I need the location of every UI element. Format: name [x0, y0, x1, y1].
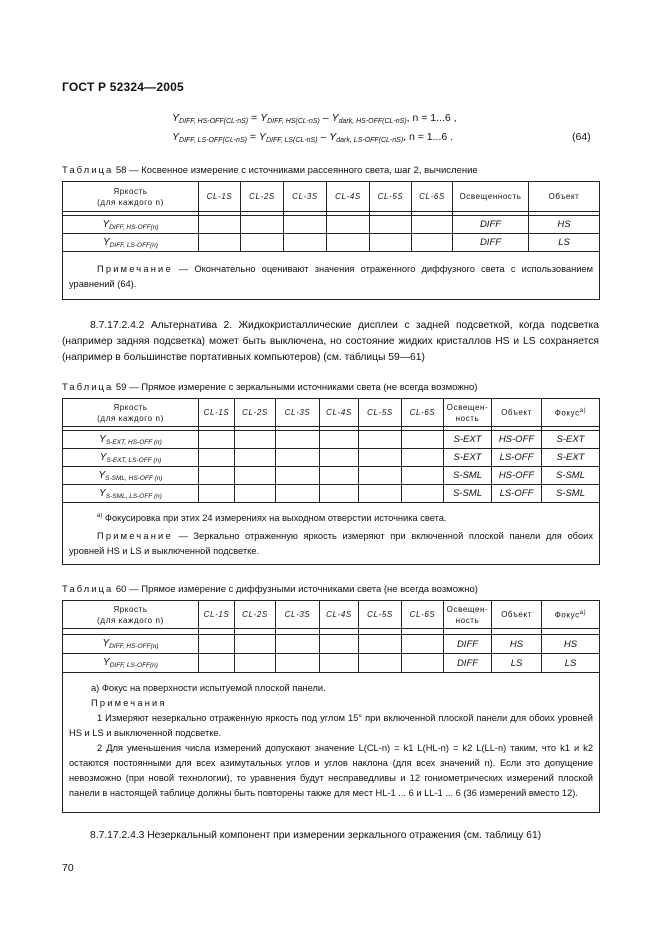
header-cl-6s: CL-6S: [412, 182, 453, 212]
row-label: $Y_{S-EXT, HS-OFF (n)}$: [63, 431, 199, 449]
equation-number: (64): [572, 131, 591, 143]
row-label: $Y_{S-SML, LS-OFF (n)}$: [63, 485, 199, 503]
illumination-cell: DIFF: [444, 654, 492, 673]
table-60-note-1: 1 Измеряют незеркально отраженную яркость под углом 15° при включенной плоской панели для обоих уровней HS и LS и выключенной подсветке.: [69, 713, 593, 738]
formula-symbol: Y: [331, 112, 339, 124]
focus-cell: S-SML: [542, 485, 600, 503]
illumination-cell: S-EXT: [444, 449, 492, 467]
header-cl-4s: CL-4S: [320, 399, 359, 427]
paragraph-alt-2: 8.7.17.2.4.2 Альтернатива 2. Жидкокристаллические дисплеи с задней подсветкой, когда подсветка (например задняя подсветка) может быть выключена, но состояние жидких кристаллов HS и LS сохраняется (например в большинстве портативных компьютеров) (см. таблицы 59—61): [62, 320, 599, 363]
header-illumination: Освещен- ность: [444, 399, 492, 427]
table-row: [63, 485, 600, 503]
header-cl-4s: CL-4S: [320, 601, 359, 629]
focus-cell: S-EXT: [542, 431, 600, 449]
illumination-cell: S-SML: [444, 485, 492, 503]
header-illumination: Освещен- ность: [444, 601, 492, 629]
formula-symbol: Y: [329, 131, 337, 143]
formula-subscript: DIFF, HS-OFF(CL-nS): [179, 118, 249, 125]
table-row: [63, 635, 600, 654]
formula-symbol: Y: [172, 131, 180, 143]
header-object: Объект: [492, 399, 542, 427]
object-cell: LS-OFF: [492, 485, 542, 503]
table-row: [63, 467, 600, 485]
formula-operator: =: [246, 131, 259, 143]
table-row: [63, 654, 600, 673]
row-label: $Y_{S-SML, HS-OFF (n)}$: [63, 467, 199, 485]
formula-subscript: dark, LS-OFF(CL-nS): [336, 137, 404, 144]
object-cell: HS: [529, 216, 600, 234]
table-60-footnote: а) Фокус на поверхности испытуемой плоской панели.: [91, 683, 326, 693]
header-cl-3s: CL-3S: [276, 601, 320, 629]
header-cl-3s: CL-3S: [284, 182, 327, 212]
table-row: [63, 449, 600, 467]
focus-cell: LS: [542, 654, 600, 673]
table-59: [62, 398, 600, 565]
header-cl-5s: CL-5S: [359, 399, 402, 427]
row-label: $Y_{DIFF, LS-OFF(n)}$: [63, 654, 199, 673]
header-luminance: Яркость (для каждого n): [63, 182, 199, 212]
formula-subscript: DIFF, LS(CL-nS): [265, 137, 318, 144]
row-label: $Y_{DIFF, HS-OFF(n)}$: [63, 635, 199, 654]
header-cl-5s: CL-5S: [359, 601, 402, 629]
header-cl-1s: CL-1S: [199, 182, 241, 212]
header-illumination: Освещенность: [453, 182, 529, 212]
header-focus: Фокус$^{а)}$: [542, 601, 600, 629]
formula-line-2: [172, 131, 453, 144]
table-60-caption: Таблица 60 — Прямое измерение с диффузными источниками света (не всегда возможно): [62, 584, 478, 595]
table-60-notes-heading: Примечания: [91, 698, 167, 708]
object-cell: LS: [529, 234, 600, 252]
formula-symbol: Y: [172, 112, 180, 124]
formula-range: , n = 1...6 ,: [406, 112, 457, 124]
header-cl-2s: CL-2S: [241, 182, 284, 212]
table-59-caption: Таблица 59 — Прямое измерение с зеркальными источниками света (не всегда возможно): [62, 382, 478, 393]
header-cl-4s: CL-4S: [327, 182, 370, 212]
formula-operator: =: [248, 112, 261, 124]
illumination-cell: S-EXT: [444, 431, 492, 449]
focus-cell: S-SML: [542, 467, 600, 485]
table-59-footnote: $^{а)}$ Фокусировка при этих 24 измерениях на выходном отверстии источника света.: [97, 513, 447, 524]
illumination-cell: DIFF: [453, 234, 529, 252]
illumination-cell: DIFF: [444, 635, 492, 654]
table-row: [63, 216, 600, 234]
formula-subscript: dark, HS-OFF(CL-nS): [338, 118, 407, 125]
table-row: [63, 234, 600, 252]
focus-cell: HS: [542, 635, 600, 654]
header-cl-6s: CL-6S: [402, 399, 444, 427]
header-cl-5s: CL-5S: [370, 182, 412, 212]
header-object: Объект: [529, 182, 600, 212]
focus-cell: S-EXT: [542, 449, 600, 467]
formula-symbol: Y: [258, 131, 266, 143]
formula-operator: –: [319, 112, 332, 124]
table-row: [63, 431, 600, 449]
formula-line-1: [172, 112, 457, 125]
object-cell: LS-OFF: [492, 449, 542, 467]
formula-range: , n = 1...6 .: [403, 131, 454, 143]
header-object: Объект: [492, 601, 542, 629]
formula-subscript: DIFF, LS-OFF(CL-nS): [179, 137, 247, 144]
header-cl-2s: CL-2S: [235, 601, 276, 629]
table-58-note: Примечание — Окончательно оценивают значения отраженного диффузного света с использованием уравнений (64).: [63, 252, 600, 300]
header-cl-1s: CL-1S: [199, 399, 235, 427]
table-58-caption: Таблица 58 — Косвенное измерение с источниками рассеянного света, шаг 2, вычисление: [62, 165, 478, 176]
table-58: [62, 181, 600, 300]
illumination-cell: DIFF: [453, 216, 529, 234]
table-60-note-2: 2 Для уменьшения числа измерений допускают значение L(CL-n) = k1 L(HL-n) = k2 L(LL-n) таким, что k1 и k2 остаются постоянными для всех азимутальных углов и углов наклона (для всех значений n). Если это допущение невозможно (при новой технологии), то уравнения будут несправедливы и 12 гониометрических измерений плоской панели в настоящей таблице должны быть повторены также для мест HL-1 ... 6 и LL-1 ... 6 (36 измерений вместо 12).: [69, 743, 593, 798]
object-cell: HS-OFF: [492, 467, 542, 485]
formula-subscript: DIFF, HS(CL-nS): [267, 118, 320, 125]
object-cell: HS-OFF: [492, 431, 542, 449]
page-number: 70: [62, 862, 74, 874]
document-header: ГОСТ Р 52324—2005: [62, 80, 184, 94]
row-label: $Y_{DIFF, LS-OFF(n)}$: [63, 234, 199, 252]
formula-operator: –: [317, 131, 330, 143]
table-59-notes: [63, 503, 600, 565]
illumination-cell: S-SML: [444, 467, 492, 485]
formula-symbol: Y: [260, 112, 268, 124]
header-cl-2s: CL-2S: [235, 399, 276, 427]
table-60: [62, 600, 600, 813]
header-cl-6s: CL-6S: [402, 601, 444, 629]
header-luminance: Яркость (для каждого n): [63, 601, 199, 629]
header-luminance: Яркость (для каждого n): [63, 399, 199, 427]
table-60-notes: [63, 673, 600, 813]
table-59-note: Примечание — Зеркально отраженную яркость измеряют при включенной плоской панели для обоих уровней HS и LS и выключенной подсветке.: [69, 531, 593, 557]
paragraph-nonspecular: 8.7.17.2.4.3 Незеркальный компонент при измерении зеркального отражения (см. таблицу 61): [90, 830, 542, 841]
header-focus: Фокус$^{а)}$: [542, 399, 600, 427]
row-label: $Y_{S-EXT, LS-OFF (n)}$: [63, 449, 199, 467]
object-cell: HS: [492, 635, 542, 654]
header-cl-3s: CL-3S: [276, 399, 320, 427]
row-label: $Y_{DIFF, HS-OFF(n)}$: [63, 216, 199, 234]
header-cl-1s: CL-1S: [199, 601, 235, 629]
object-cell: LS: [492, 654, 542, 673]
